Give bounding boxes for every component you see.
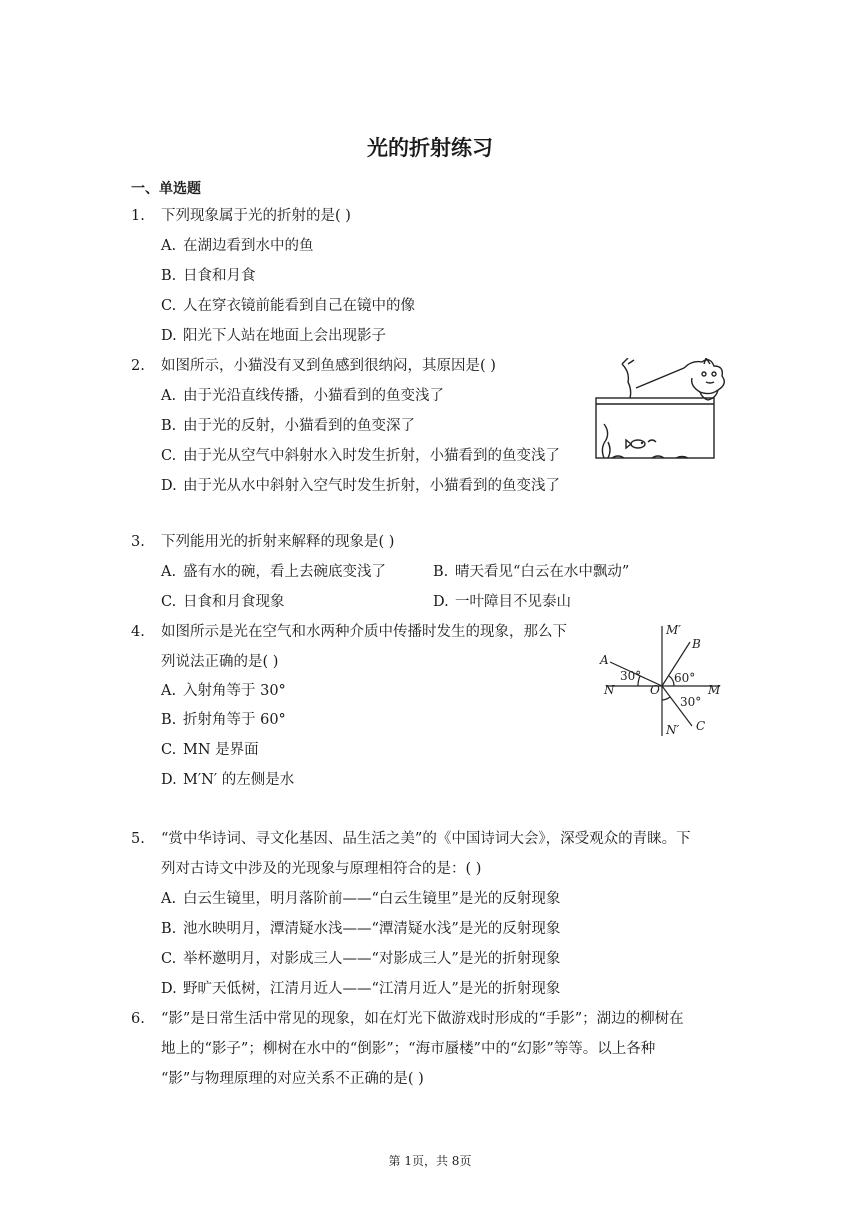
option-text: 一叶障目不见泰山	[455, 594, 571, 610]
option-letter: D.	[161, 772, 177, 788]
question-stem: 下列现象属于光的折射的是( )	[161, 208, 351, 224]
question-stem: 如图所示，小猫没有叉到鱼感到很纳闷，其原因是( )	[161, 358, 496, 374]
question-stem: 下列能用光的折射来解释的现象是( )	[161, 534, 395, 550]
option-d	[161, 326, 386, 346]
option-text: 野旷天低树，江清月近人——“江清月近人”是光的折射现象	[183, 981, 561, 997]
option-a	[161, 681, 286, 701]
question-stem: 如图所示是光在空气和水两种介质中传播时发生的现象，那么下	[161, 624, 567, 640]
option-text: 晴天看见“白云在水中飘动”	[455, 564, 630, 580]
question-stem: 列对古诗文中涉及的光现象与原理相符合的是：( )	[161, 861, 482, 877]
option-c	[161, 296, 415, 316]
cat-fishtank-figure	[592, 358, 732, 464]
option-a	[161, 889, 560, 909]
option-b	[161, 416, 415, 436]
option-b	[161, 919, 560, 939]
option-text: 由于光的反射，小猫看到的鱼变深了	[183, 418, 415, 434]
label-c: C	[696, 719, 706, 733]
option-letter: D.	[161, 478, 177, 494]
label-m: M	[708, 683, 721, 697]
option-text: 由于光从水中斜射入空气时发生折射，小猫看到的鱼变浅了	[183, 478, 560, 494]
fish-tank	[596, 398, 714, 458]
question-stem: 列说法正确的是( )	[161, 654, 279, 670]
question-number: 3.	[131, 534, 145, 550]
label-n: N	[604, 683, 615, 697]
option-c	[161, 949, 560, 969]
option-b	[161, 266, 256, 286]
angle-label-60: 60°	[674, 671, 696, 685]
option-text: 白云生镜里，明月落阶前——“白云生镜里”是光的反射现象	[183, 891, 561, 907]
question-stem: 地上的“影子”；柳树在水中的“倒影”；“海市蜃楼”中的“幻影”等等。以上各种	[161, 1041, 656, 1057]
question-number: 6.	[131, 1011, 145, 1027]
option-letter: A.	[161, 891, 177, 907]
option-letter: B.	[161, 268, 177, 284]
option-text: 由于光从空气中斜射水入时发生折射，小猫看到的鱼变浅了	[183, 448, 560, 464]
label-m-prime: M′	[666, 623, 682, 637]
angle-label-30-left: 30°	[620, 669, 642, 683]
page-title: 光的折射练习	[367, 136, 493, 160]
option-text: 日食和月食	[183, 268, 256, 284]
fish	[631, 440, 645, 448]
option-letter: A.	[161, 388, 177, 404]
page-footer: 第 1页，共 8页	[388, 1154, 472, 1168]
option-letter: D.	[161, 981, 177, 997]
option-text: 池水映明月，潭清疑水浅——“潭清疑水浅”是光的反射现象	[183, 921, 561, 937]
label-b: B	[692, 637, 701, 651]
option-a	[161, 236, 314, 256]
option-letter: A.	[161, 238, 177, 254]
option-letter: C.	[161, 448, 177, 464]
option-letter: A.	[161, 683, 177, 699]
question-stem: “影”是日常生活中常见的现象，如在灯光下做游戏时形成的“手影”；湖边的柳树在	[161, 1011, 684, 1027]
option-text: 折射角等于 60°	[183, 712, 286, 728]
option-text: MN 是界面	[183, 742, 259, 758]
angle-label-30-bottom: 30°	[680, 695, 702, 709]
option-d	[161, 770, 294, 790]
option-letter: C.	[161, 594, 177, 610]
option-b	[433, 562, 629, 582]
option-text: 盛有水的碗，看上去碗底变浅了	[183, 564, 386, 580]
option-text: 入射角等于 30°	[183, 683, 286, 699]
label-n-prime: N′	[666, 723, 680, 737]
option-letter: C.	[161, 298, 177, 314]
option-letter: C.	[161, 742, 177, 758]
option-c	[161, 592, 285, 612]
option-d	[161, 979, 560, 999]
option-b	[161, 710, 286, 730]
option-letter: D.	[161, 328, 177, 344]
question-number: 1.	[131, 208, 145, 224]
option-a	[161, 562, 386, 582]
option-letter: B.	[161, 921, 177, 937]
option-letter: A.	[161, 564, 177, 580]
option-text: M′N′ 的左侧是水	[183, 772, 295, 788]
section-heading: 一、单选题	[131, 181, 201, 197]
question-stem: “影”与物理原理的对应关系不正确的是( )	[161, 1071, 424, 1087]
question-number: 4.	[131, 624, 145, 640]
option-text: 阳光下人站在地面上会出现影子	[183, 328, 386, 344]
option-d	[433, 592, 571, 612]
option-letter: C.	[161, 951, 177, 967]
option-letter: B.	[161, 712, 177, 728]
question-number: 5.	[131, 831, 145, 847]
option-letter: B.	[433, 564, 449, 580]
option-a	[161, 386, 444, 406]
option-letter: B.	[161, 418, 177, 434]
question-stem: “赏中华诗词、寻文化基因、品生活之美”的《中国诗词大会》，深受观众的青睐。下	[161, 831, 691, 847]
label-a: A	[600, 653, 609, 667]
option-text: 举杯邀明月，对影成三人——“对影成三人”是光的折射现象	[183, 951, 561, 967]
option-text: 日食和月食现象	[183, 594, 285, 610]
option-text: 在湖边看到水中的鱼	[183, 238, 314, 254]
label-o: O	[650, 683, 660, 697]
question-number: 2.	[131, 358, 145, 374]
option-letter: D.	[433, 594, 449, 610]
refraction-diagram	[596, 620, 730, 742]
option-text: 人在穿衣镜前能看到自己在镜中的像	[183, 298, 415, 314]
option-text: 由于光沿直线传播，小猫看到的鱼变浅了	[183, 388, 444, 404]
option-c	[161, 446, 560, 466]
option-d	[161, 476, 560, 496]
option-c	[161, 740, 259, 760]
